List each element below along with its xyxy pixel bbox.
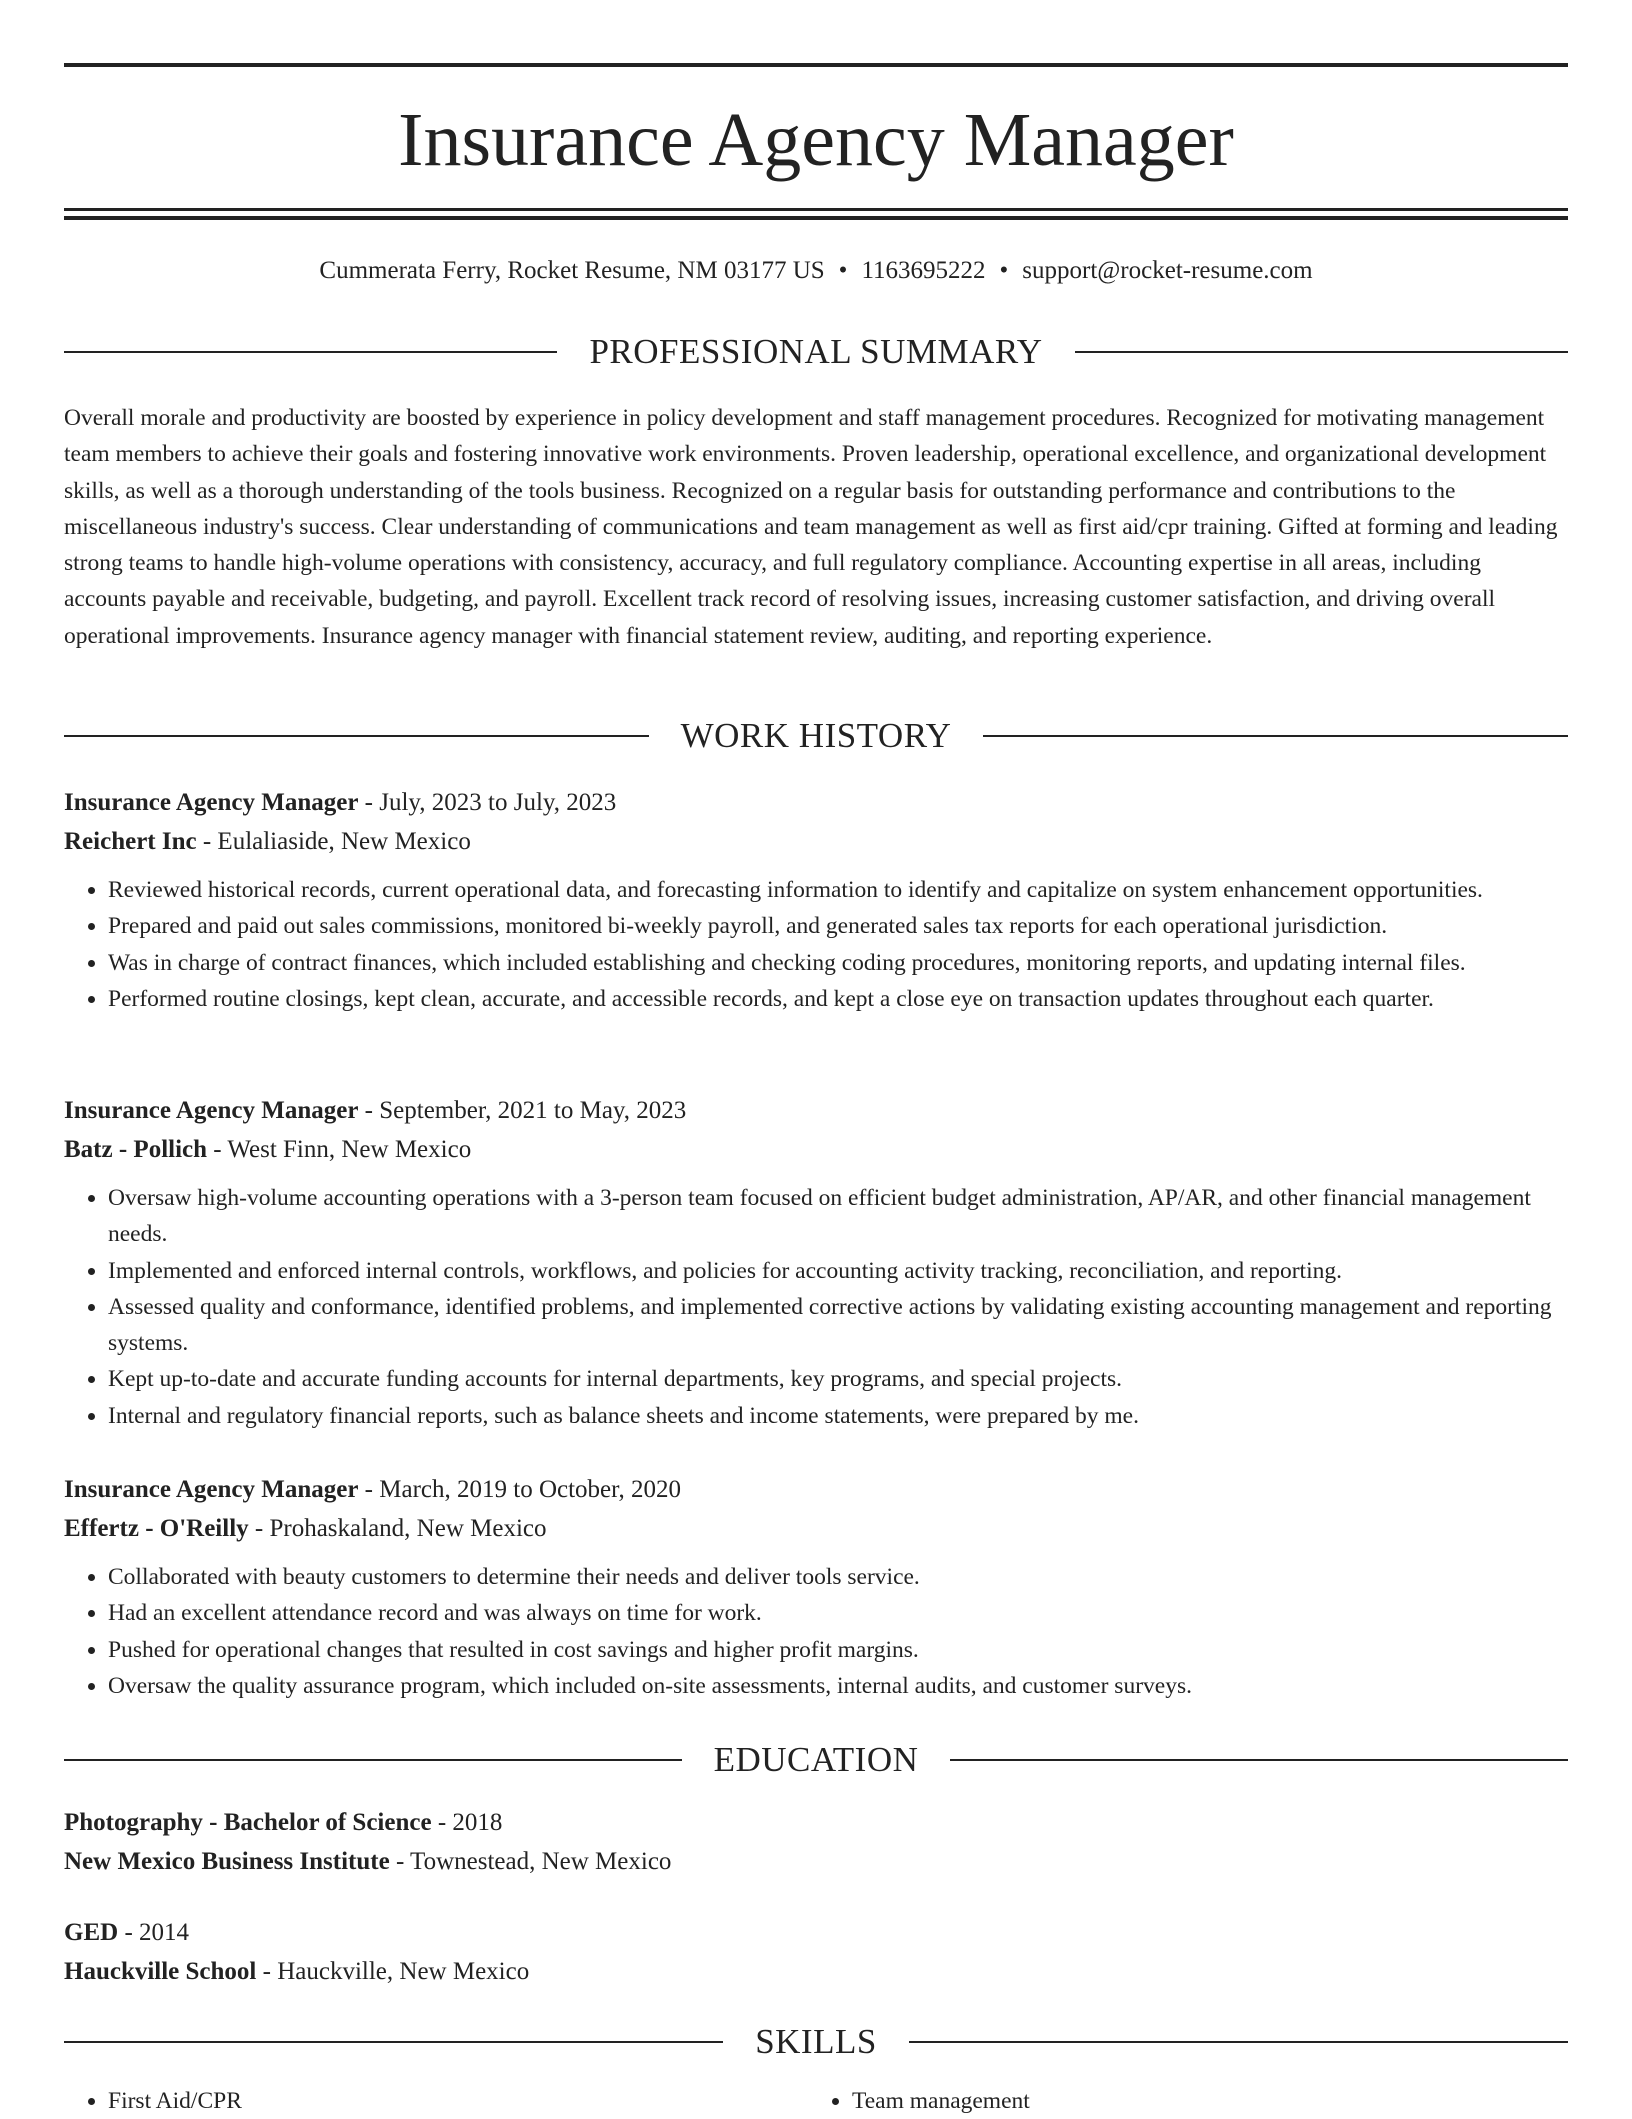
- heading-rule: [64, 351, 557, 353]
- job-title: Insurance Agency Manager: [64, 1476, 359, 1503]
- heading-rule: [64, 1759, 682, 1761]
- work-entry: [64, 1470, 1568, 1704]
- job-company: Effertz - O'Reilly: [64, 1515, 249, 1542]
- list-item: • Reviewed historical records, current operational data, and forecasting information to identify and capitalize on system enhancement opportunities.: [108, 872, 1568, 908]
- job-bullets: [64, 1180, 1568, 1434]
- work-entry: [64, 1091, 1568, 1434]
- education-entry: [64, 1803, 1568, 1881]
- section-heading-summary: [64, 330, 1568, 374]
- heading-rule: [950, 1759, 1568, 1761]
- job-dates: - March, 2019 to October, 2020: [358, 1476, 681, 1503]
- job-company: Reichert Inc: [64, 828, 197, 855]
- candidate-name: Insurance Agency Manager: [398, 98, 1234, 182]
- job-title: Insurance Agency Manager: [64, 1097, 359, 1124]
- job-dates: - September, 2021 to May, 2023: [358, 1097, 687, 1124]
- list-item: • Had an excellent attendance record and was always on time for work.: [108, 1595, 1568, 1631]
- section-heading-work: [64, 714, 1568, 758]
- list-item: • Prepared and paid out sales commissions, monitored bi-weekly payroll, and generated sales tax reports for each operational jurisdiction.: [108, 908, 1568, 944]
- heading-rule: [983, 735, 1568, 737]
- list-item: • Oversaw the quality assurance program, which included on-site assessments, internal audits, and customer surveys.: [108, 1668, 1568, 1704]
- skill-item: • Team management: [852, 2083, 1552, 2119]
- heading-rule: [1075, 351, 1568, 353]
- edu-degree: Photography - Bachelor of Science: [64, 1809, 432, 1836]
- heading-rule: [64, 2041, 723, 2043]
- list-item: • Performed routine closings, kept clean, accurate, and accessible records, and kept a close eye on transaction updates throughout each quarter.: [108, 981, 1568, 1017]
- job-bullets: [64, 1559, 1568, 1704]
- contact-address: Cummerata Ferry, Rocket Resume, NM 03177 US: [319, 257, 825, 284]
- skills-column-2: [808, 2083, 1552, 2119]
- list-item: • Oversaw high-volume accounting operations with a 3-person team focused on efficient budget administration, AP/AR, and other financial management needs.: [108, 1180, 1568, 1253]
- job-company: Batz - Pollich: [64, 1136, 208, 1163]
- top-rule: [64, 63, 1568, 67]
- list-item: • Implemented and enforced internal controls, workflows, and policies for accounting activity tracking, reconciliation, and reporting.: [108, 1253, 1568, 1289]
- contact-line: [64, 254, 1568, 288]
- work-entry: [64, 783, 1568, 1017]
- job-location: - Eulaliaside, New Mexico: [196, 828, 471, 855]
- list-item: • Internal and regulatory financial reports, such as balance sheets and income statements, were prepared by me.: [108, 1398, 1568, 1434]
- heading-rule: [64, 735, 649, 737]
- contact-separator: •: [838, 257, 848, 284]
- section-title: SKILLS: [755, 2022, 877, 2061]
- job-location: - West Finn, New Mexico: [207, 1136, 472, 1163]
- list-item: • Kept up-to-date and accurate funding accounts for internal departments, key programs, and special projects.: [108, 1361, 1568, 1397]
- edu-year: - 2014: [118, 1919, 190, 1946]
- list-item: • Assessed quality and conformance, identified problems, and implemented corrective actions by validating existing accounting management and reporting systems.: [108, 1289, 1568, 1362]
- skills-column-1: [64, 2083, 808, 2119]
- contact-email: support@rocket-resume.com: [1022, 257, 1313, 284]
- education-entry: [64, 1913, 1568, 1991]
- job-dates: - July, 2023 to July, 2023: [358, 789, 617, 816]
- contact-phone: 1163695222: [861, 257, 986, 284]
- edu-school: New Mexico Business Institute: [64, 1848, 390, 1875]
- edu-location: - Townestead, New Mexico: [389, 1848, 672, 1875]
- edu-year: - 2018: [431, 1809, 503, 1836]
- section-title: EDUCATION: [713, 1740, 919, 1779]
- double-rule: [64, 208, 1568, 220]
- skill-item: • First Aid/CPR: [108, 2083, 808, 2119]
- job-bullets: [64, 872, 1568, 1017]
- skills-list: [64, 2083, 1568, 2119]
- edu-degree: GED: [64, 1919, 119, 1946]
- summary-text: Overall morale and productivity are boosted by experience in policy development and staff management procedures. Recognized for motivating management team members to achieve their goals and fostering innovative work environments. Proven leadership, operational excellence, and organizational development skills, as well as a thorough understanding of the tools business. Recognized on a regular basis for outstanding performance and contributions to the miscellaneous industry's success. Clear understanding of communications and team management as well as first aid/cpr training. Gifted at forming and leading strong teams to handle high-volume operations with consistency, accuracy, and full regulatory compliance. Accounting expertise in all areas, including accounts payable and receivable, budgeting, and payroll. Excellent track record of resolving issues, increasing customer satisfaction, and driving overall operational improvements. Insurance agency manager with financial statement review, auditing, and reporting experience.: [64, 405, 1558, 649]
- job-title: Insurance Agency Manager: [64, 789, 359, 816]
- section-heading-skills: [64, 2020, 1568, 2064]
- section-heading-education: [64, 1738, 1568, 1782]
- list-item: • Collaborated with beauty customers to determine their needs and deliver tools service.: [108, 1559, 1568, 1595]
- job-location: - Prohaskaland, New Mexico: [248, 1515, 547, 1542]
- list-item: • Pushed for operational changes that resulted in cost savings and higher profit margins.: [108, 1632, 1568, 1668]
- heading-rule: [909, 2041, 1568, 2043]
- section-title: WORK HISTORY: [680, 716, 952, 755]
- edu-location: - Hauckville, New Mexico: [256, 1958, 530, 1985]
- section-title: PROFESSIONAL SUMMARY: [589, 332, 1043, 371]
- list-item: • Was in charge of contract finances, which included establishing and checking coding procedures, monitoring reports, and updating internal files.: [108, 945, 1568, 981]
- edu-school: Hauckville School: [64, 1958, 257, 1985]
- contact-separator: •: [999, 257, 1009, 284]
